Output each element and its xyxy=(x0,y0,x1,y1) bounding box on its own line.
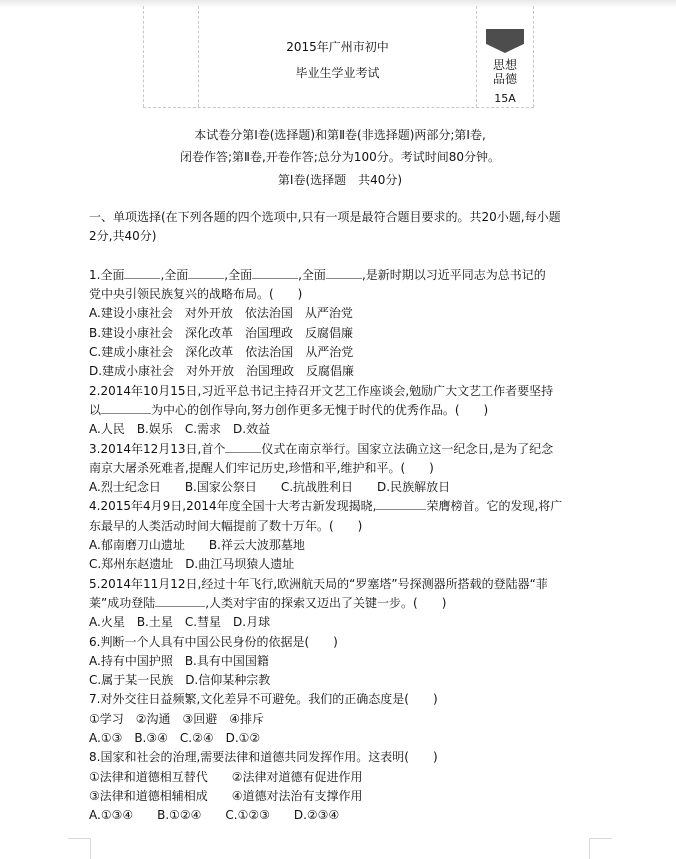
subject-code: 15A xyxy=(494,92,516,105)
question-7-items: ①学习 ②沟通 ③回避 ④排斥 xyxy=(89,711,265,726)
question-3-stem: 3.2014年12月13日,首个 仪式在南京举行。国家立法确立这一纪念日,是为了纪念 xyxy=(89,441,554,456)
question-8-stem: 8.国家和社会的治理,需要法律和道德共同发挥作用。这表明( ) xyxy=(89,750,438,765)
fill-blank xyxy=(124,266,160,279)
header-title-cell xyxy=(198,6,476,107)
exam-title-line1: 2015年广州市初中 xyxy=(286,40,389,54)
fill-blank xyxy=(252,266,298,279)
intro-line1: 本试卷分第Ⅰ卷(选择题)和第Ⅱ卷(非选择题)两部分;第Ⅰ卷, xyxy=(194,128,486,142)
question-4-options-ab: A.郁南磨刀山遗址 B.祥云大波那墓地 xyxy=(89,538,305,553)
question-6-options-ab: A.持有中国护照 B.具有中国国籍 xyxy=(89,653,269,668)
question-3-stem-line2: 南京大屠杀死难者,提醒人们牢记历史,珍惜和平,维护和平。( ) xyxy=(89,460,434,475)
instructions-line2: 2分,共40分) xyxy=(89,229,157,244)
header-blank-cell xyxy=(143,6,198,107)
fill-blank xyxy=(101,401,151,414)
question-2-stem: 2.2014年10月15日,习近平总书记主持召开文艺工作座谈会,勉励广大文艺工作者要坚持 xyxy=(89,383,554,398)
question-8-items-34: ③法律和道德相辅相成 ④道德对法治有支撑作用 xyxy=(89,788,363,803)
subject-name-line2: 品德 xyxy=(492,72,517,86)
instructions-line1: 一、单项选择(在下列各题的四个选项中,只有一项是最符合题目要求的。共20小题,每小题 xyxy=(89,210,561,224)
exam-body xyxy=(89,208,589,826)
question-3-options: A.烈士纪念日 B.国家公祭日 C.抗战胜利日 D.民族解放日 xyxy=(89,480,451,495)
fill-blank xyxy=(225,440,261,453)
question-1-stem: 1.全面 ,全面 ,全面 ,全面 ,是新时期以习近平同志为总书记的 xyxy=(89,267,546,282)
question-5-stem-line2: 莱”成功登陆 ,人类对宇宙的探索又迈出了关键一步。( ) xyxy=(89,595,447,610)
question-6-stem: 6.判断一个人具有中国公民身份的依据是( ) xyxy=(89,634,338,649)
question-7-options: A.①③ B.③④ C.②④ D.①② xyxy=(89,731,261,746)
header-subject-cell xyxy=(476,6,534,107)
question-1-option-c: C.建成小康社会 深化改革 依法治国 从严治党 xyxy=(89,345,354,360)
exam-header-table xyxy=(143,6,534,108)
fill-blank xyxy=(155,594,205,607)
question-8-items-12: ①法律和道德相互替代 ②法律对道德有促进作用 xyxy=(89,769,363,784)
question-8-options: A.①③④ B.①②④ C.①②③ D.②③④ xyxy=(89,808,340,823)
question-2-stem-line2: 以 为中心的创作导向,努力创作更多无愧于时代的优秀作品。( ) xyxy=(89,402,489,417)
fill-blank xyxy=(376,497,426,510)
section-title: 第Ⅰ卷(选择题 共40分) xyxy=(277,173,403,187)
question-6-options-cd: C.属于某一民族 D.信仰某种宗教 xyxy=(89,673,271,688)
question-1-stem-line2: 党中央引领民族复兴的战略布局。( ) xyxy=(89,287,303,302)
subject-badge-icon xyxy=(486,29,524,53)
question-1-option-b: B.建设小康社会 深化改革 治国理政 反腐倡廉 xyxy=(89,325,354,340)
subject-name-line1: 思想 xyxy=(492,58,517,72)
question-7-stem: 7.对外交往日益频繁,文化差异不可避免。我们的正确态度是( ) xyxy=(89,692,438,707)
fill-blank xyxy=(326,266,362,279)
intro-line2: 闭卷作答;第Ⅱ卷,开卷作答;总分为100分。考试时间80分钟。 xyxy=(180,150,500,164)
question-4-stem: 4.2015年4月9日,2014年度全国十大考古新发现揭晓, 荣膺榜首。它的发现,将广 xyxy=(89,499,563,514)
question-5-options: A.火星 B.土星 C.彗星 D.月球 xyxy=(89,615,271,630)
fill-blank xyxy=(188,266,224,279)
question-2-options: A.人民 B.娱乐 C.需求 D.效益 xyxy=(89,422,271,437)
question-4-stem-line2: 东最早的人类活动时间大幅提前了数十万年。( ) xyxy=(89,518,363,533)
question-4-options-cd: C.郑州东赵遗址 D.曲江马坝猿人遗址 xyxy=(89,557,295,572)
question-1-option-a: A.建设小康社会 对外开放 依法治国 从严治党 xyxy=(89,306,353,321)
exam-title-line2: 毕业生学业考试 xyxy=(295,66,380,80)
spacer xyxy=(89,247,589,266)
question-1-option-d: D.建成小康社会 对外开放 治国理政 反腐倡廉 xyxy=(89,364,355,379)
question-5-stem: 5.2014年11月12日,经过十年飞行,欧洲航天局的“罗塞塔”号探测器所搭载的登陆器“菲 xyxy=(89,576,548,591)
